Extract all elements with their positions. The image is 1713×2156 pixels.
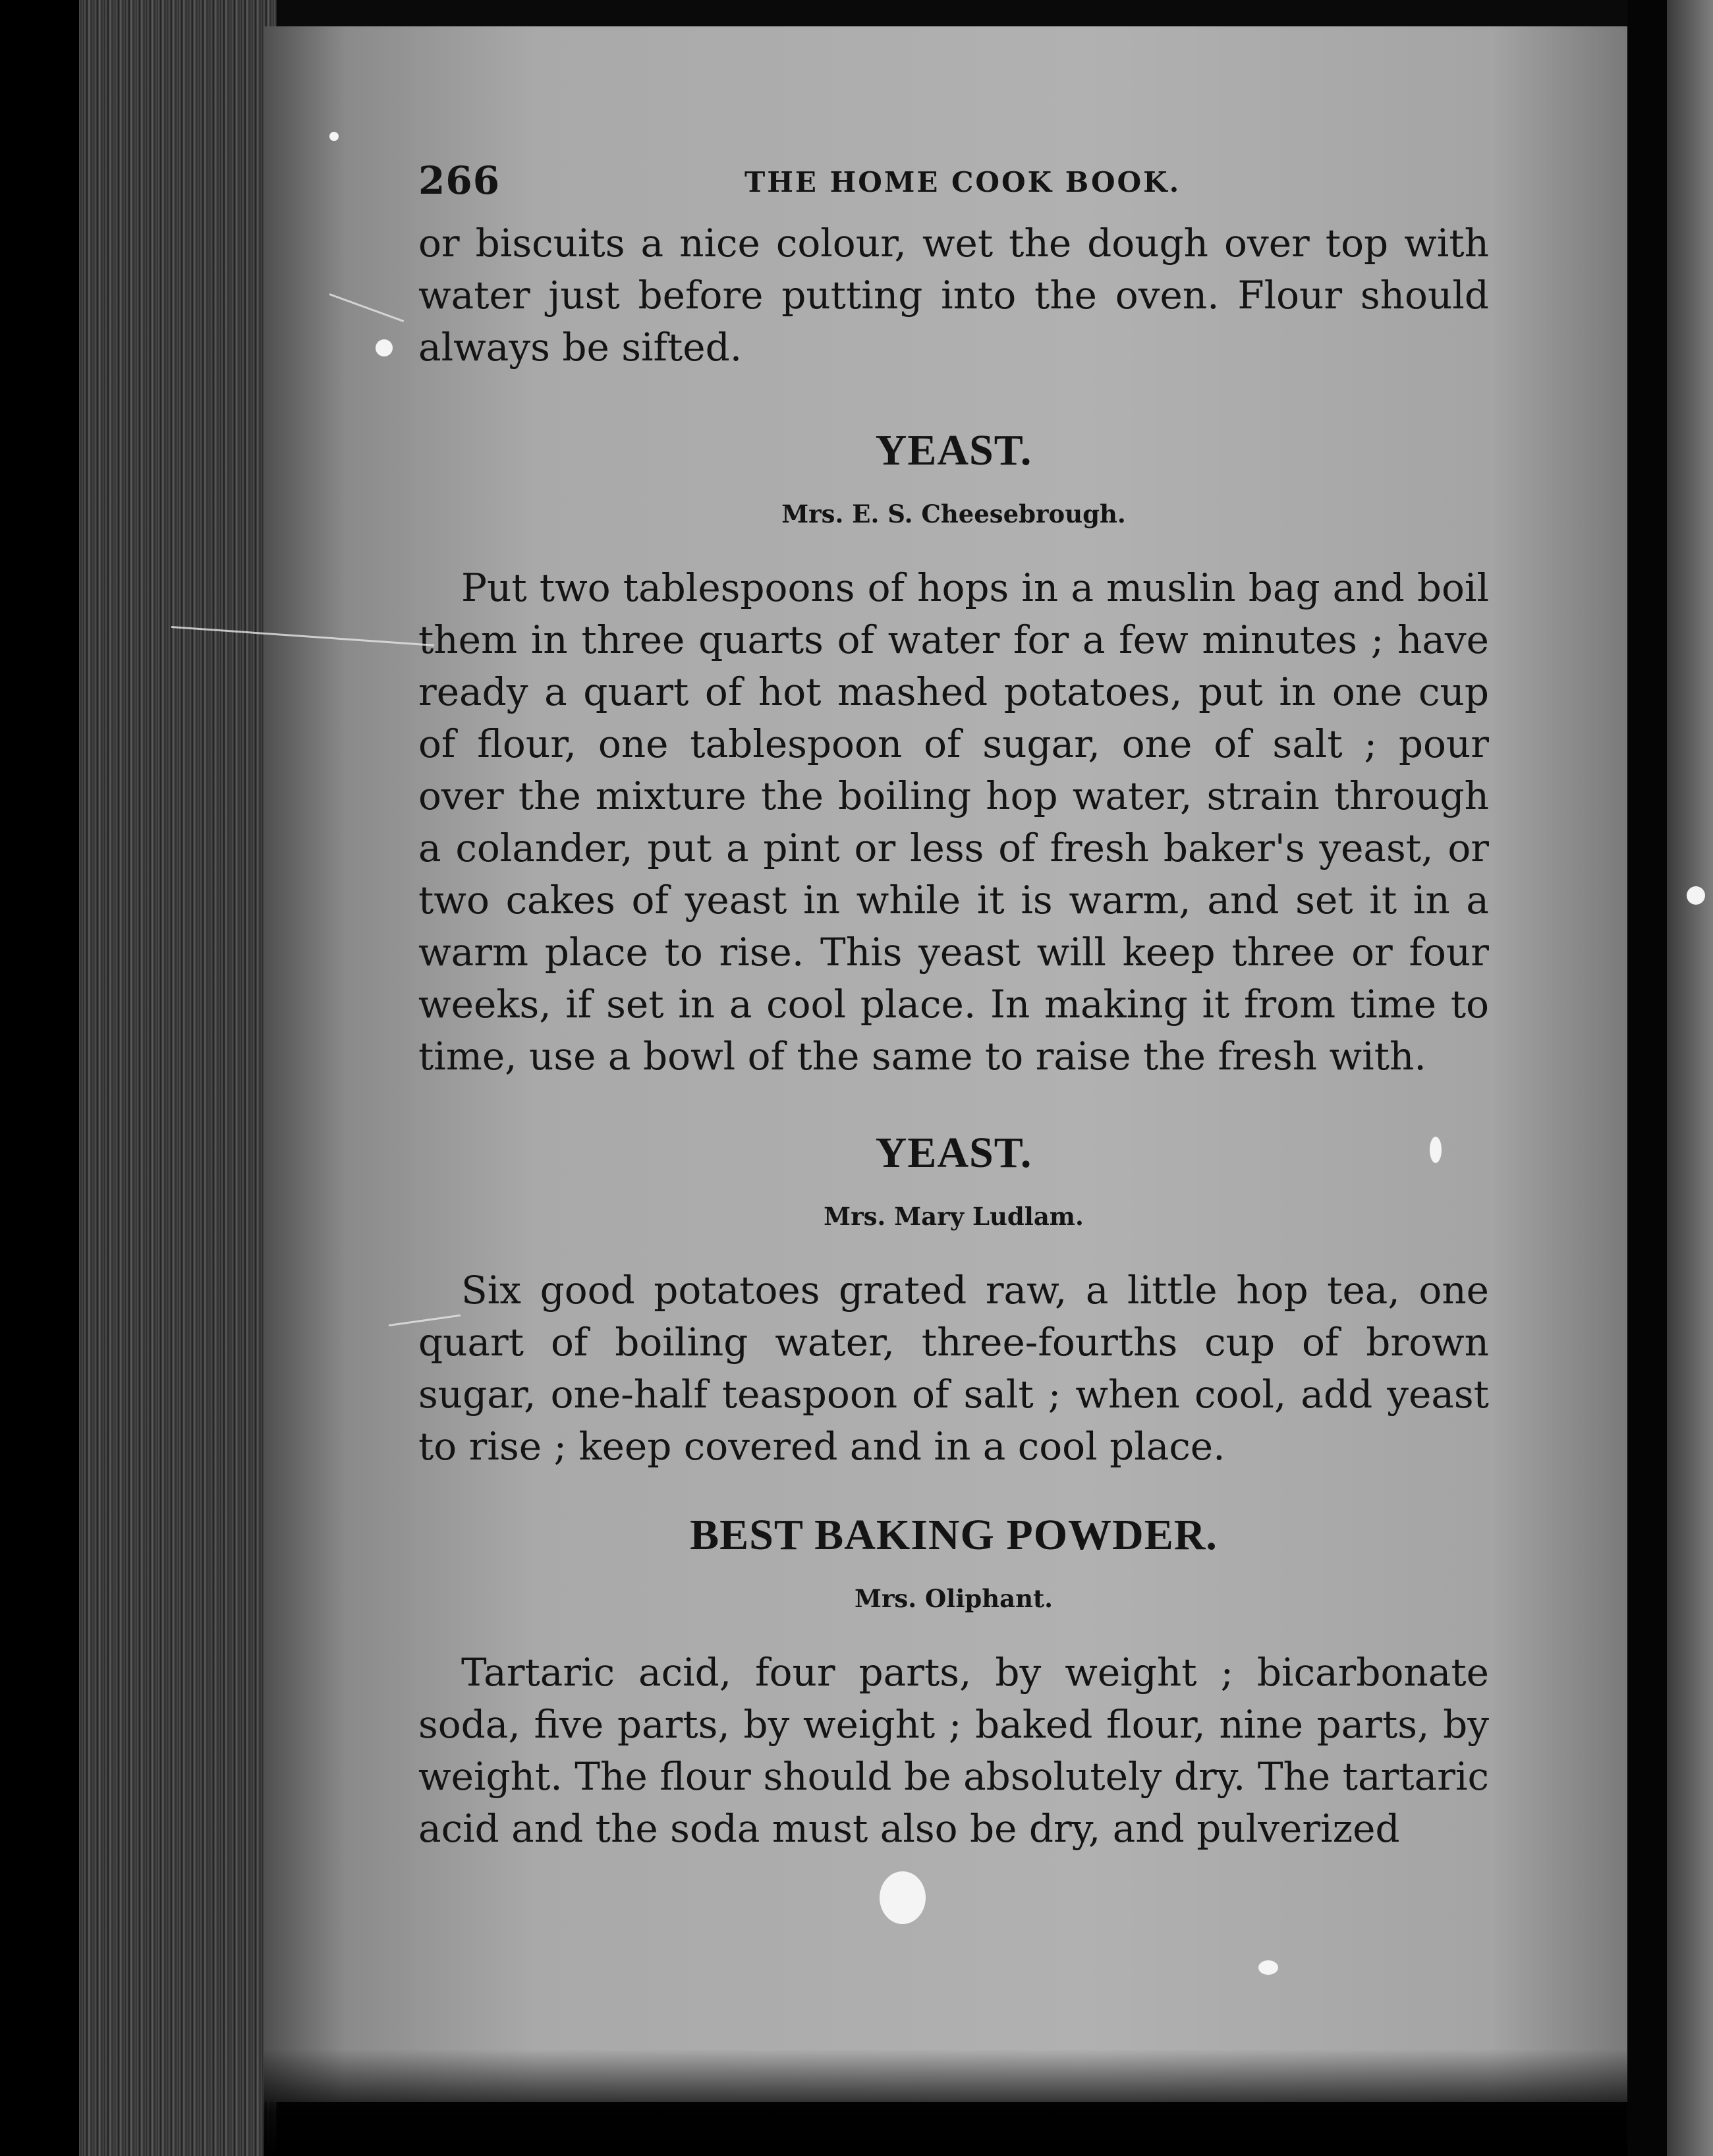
recipe-body: Six good potatoes grated raw, a little hop tea, one quart of boiling water, three-fourths cup of brown sugar, one-half teaspoon of salt ; when cool, add yeast to rise ; keep covered and in a cool place. [418, 1268, 1489, 1469]
scan-blemish [1687, 886, 1705, 905]
facing-page-edge [1667, 0, 1713, 2156]
scan-blemish [1430, 1137, 1442, 1163]
recipe-body: Tartaric acid, four parts, by weight ; bicarbonate soda, five parts, by weight ; baked flour, nine parts, by weight. The flour should be absolutely dry. The tartaric acid and the soda must also be dry, and pulverized [418, 1650, 1489, 1851]
recipe-body: Put two tablespoons of hops in a muslin bag and boil them in three quarts of water for a few minutes ; have ready a quart of hot mashed potatoes, put in one cup of flour, one tablespoon of sugar, one of salt ; pour over the mixture the boiling hop water, strain through a colander, put a pint or less of fresh baker's yeast, or two cakes of yeast in while it is warm, and set it in a warm place to rise. This yeast will keep three or four weeks, if set in a cool place. In making it from time to time, use a bowl of the same to raise the fresh with. [418, 565, 1489, 1079]
gutter-shadow [1627, 0, 1667, 2156]
recipe-title: YEAST. [875, 426, 1032, 474]
continuation-paragraph: or biscuits a nice colour, wet the dough over top with water just before putting into the oven. Flour should always be sifted. [418, 221, 1489, 370]
scan-blemish [329, 132, 339, 141]
recipe-title: YEAST. [875, 1129, 1032, 1177]
recipe-author: Mrs. Oliphant. [854, 1584, 1053, 1613]
recipe-author: Mrs. E. S. Cheesebrough. [781, 499, 1126, 528]
left-shadow [0, 0, 79, 2156]
recipe-title: BEST BAKING POWDER. [690, 1511, 1218, 1559]
running-head [418, 158, 1489, 217]
recipe-author: Mrs. Mary Ludlam. [824, 1202, 1084, 1231]
bottom-shadow [264, 2049, 1627, 2156]
scan-blemish [880, 1871, 926, 1924]
scan-blemish [1258, 1960, 1278, 1975]
page-text [418, 158, 1489, 1855]
running-head-title: THE HOME COOK BOOK. [744, 166, 1181, 198]
page-number: 266 [418, 158, 501, 203]
scan-blemish [376, 339, 393, 356]
